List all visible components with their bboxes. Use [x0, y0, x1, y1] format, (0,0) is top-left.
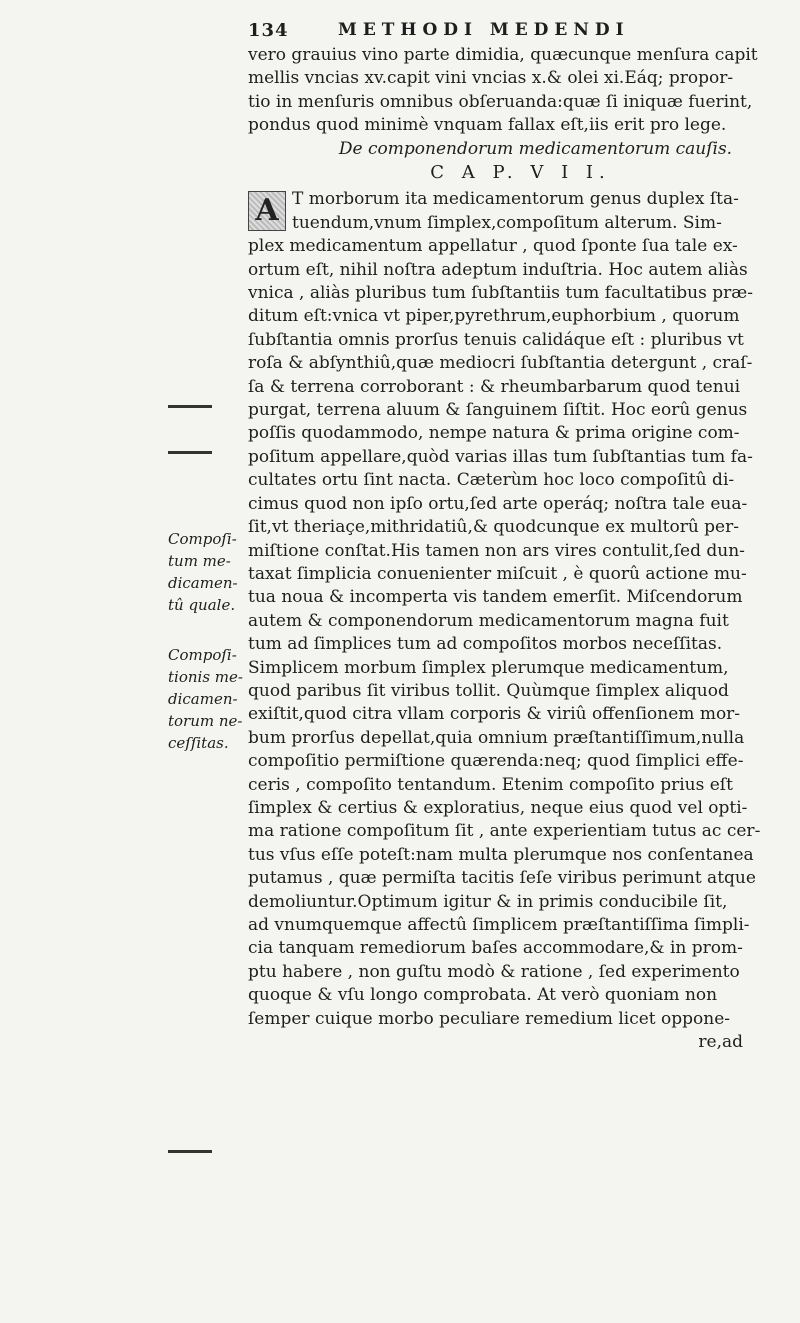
text-line: ortum eſt, nihil noſtra adeptum induſtria. Hoc autem aliàs: [248, 259, 748, 280]
body-text: [248, 44, 793, 1054]
text-line: poſitum appellare,quòd varias illas tum ſubſtantias tum fa-: [248, 446, 753, 467]
text-line: miſtione conſtat.His tamen non ars vires contulit,ſed dun-: [248, 540, 745, 561]
text-line: ſubſtantia omnis prorſus tenuis calidáque eſt : pluribus vt: [248, 329, 744, 350]
text-line: cia tanquam remediorum baſes accommodare,& in prom-: [248, 938, 743, 959]
marginal-note-line: Compoſi-: [168, 646, 237, 664]
text-line: ſa & terrena corroborant : & rheumbarbarum quod tenui: [248, 376, 741, 397]
margin-mark: [168, 451, 212, 454]
text-line: ad vnumquemque affectû ſimplicem præſtantiſſima ſimpli-: [248, 915, 750, 935]
section-heading: De componendorum medicamentorum cauſis.: [338, 138, 733, 159]
marginal-note-line: dicamen-: [168, 574, 238, 592]
page-number: 134: [248, 20, 289, 41]
text-line: compoſitio permiſtione quærenda:neq; quod ſimplici effe-: [248, 751, 744, 772]
text-line: demoliuntur.Optimum igitur & in primis conducibile ſit,: [248, 891, 728, 912]
text-line: vnica , aliàs pluribus tum ſubſtantiis tum facultatibus præ-: [248, 283, 753, 304]
marginal-note: [168, 528, 246, 616]
text-line: ma ratione compoſitum ſit , ante experientiam tutus ac cer-: [248, 821, 761, 842]
margin-mark: [168, 1150, 212, 1153]
text-line: mellis vncias xv.capit vini vncias x.& olei xi.Eáq; propor-: [248, 68, 734, 89]
marginal-note-line: Compoſi-: [168, 530, 237, 548]
chapter-label: C A P. V I I.: [430, 162, 611, 184]
text-line: exiſtit,quod citra vllam corporis & viriû offenſionem mor-: [248, 704, 741, 725]
text-line: ſemper cuique morbo peculiare remedium licet oppone-: [248, 1008, 731, 1029]
text-line: cimus quod non ipſo ortu,ſed arte operáq; noſtra tale eua-: [248, 493, 748, 514]
text-line: tio in menſuris omnibus obſeruanda:quæ ſi iniquæ fuerint,: [248, 91, 753, 112]
text-line: bum prorſus depellat,quia omnium præſtantiſſimum,nulla: [248, 727, 745, 748]
margin-mark: [168, 405, 212, 408]
text-line: putamus , quæ permiſta tacitis ſeſe viribus perimunt atque: [248, 868, 756, 889]
text-line: poſſis quodammodo, nempe natura & prima origine com-: [248, 423, 740, 444]
text-line: ceris , compoſito tentandum. Etenim compoſito prius eſt: [248, 774, 733, 795]
text-line: T morborum ita medicamentorum genus duplex ſta-: [292, 189, 739, 210]
text-line: cultates ortu ſint nacta. Cæterùm hoc loco compoſitû di-: [248, 470, 735, 491]
text-line: ptu habere , non guſtu modò & ratione , ſed experimento: [248, 961, 740, 982]
text-line: autem & componendorum medicamentorum magna fuit: [248, 610, 729, 631]
marginal-note-line: tû quale.: [168, 596, 236, 614]
text-line: ditum eſt:vnica vt piper,pyrethrum,euphorbium , quorum: [248, 306, 740, 327]
text-line: quod paribus ſit viribus tollit. Quùmque ſimplex aliquod: [248, 680, 729, 701]
text-line: ſimplex & certius & exploratius, neque eius quod vel opti-: [248, 797, 748, 818]
running-title: METHODI MEDENDI: [338, 20, 630, 40]
text-line: roſa & abſynthiû,quæ mediocri ſubſtantia detergunt , craſ-: [248, 353, 753, 374]
text-line: tum ad ſimplices tum ad compoſitos morbos neceſſitas.: [248, 634, 723, 655]
marginal-note: [168, 644, 246, 754]
text-line: tuendum,vnum ſimplex,compoſitum alterum. Sim-: [292, 212, 722, 233]
marginal-note-line: ceſſitas.: [168, 734, 229, 752]
text-line: quoque & vſu longo comprobata. At verò quoniam non: [248, 985, 718, 1006]
marginal-note-line: tionis me-: [168, 668, 243, 686]
text-line: vero grauius vino parte dimidia, quæcunque menſura capit: [248, 45, 758, 65]
marginal-note-line: torum ne-: [168, 712, 243, 730]
text-line: plex medicamentum appellatur , quod ſponte ſua tale ex-: [248, 236, 738, 257]
initial-letter: A: [255, 193, 279, 229]
text-line: ſit,vt theriaçe,mithridatiû,& quodcunque ex multorû per-: [248, 517, 739, 538]
text-line: pondus quod minimè vnquam fallax eſt,iis erit pro lege.: [248, 115, 727, 136]
text-line: tua noua & incomperta vis tandem emerſit. Miſcendorum: [248, 587, 743, 608]
text-line: taxat ſimplicia conuenienter miſcuit , è quorû actione mu-: [248, 563, 747, 584]
text-line: Simplicem morbum ſimplex plerumque medicamentum,: [248, 657, 729, 678]
text-line: purgat, terrena aluum & ſanguinem ſiſtit. Hoc eorû genus: [248, 400, 748, 421]
text-line: tus vſus eſſe poteſt:nam multa plerumque nos conſentanea: [248, 844, 754, 865]
marginal-note-line: dicamen-: [168, 690, 238, 708]
decorated-initial: [248, 191, 286, 231]
catchword: re,ad: [698, 1032, 743, 1053]
marginal-note-line: tum me-: [168, 552, 231, 570]
